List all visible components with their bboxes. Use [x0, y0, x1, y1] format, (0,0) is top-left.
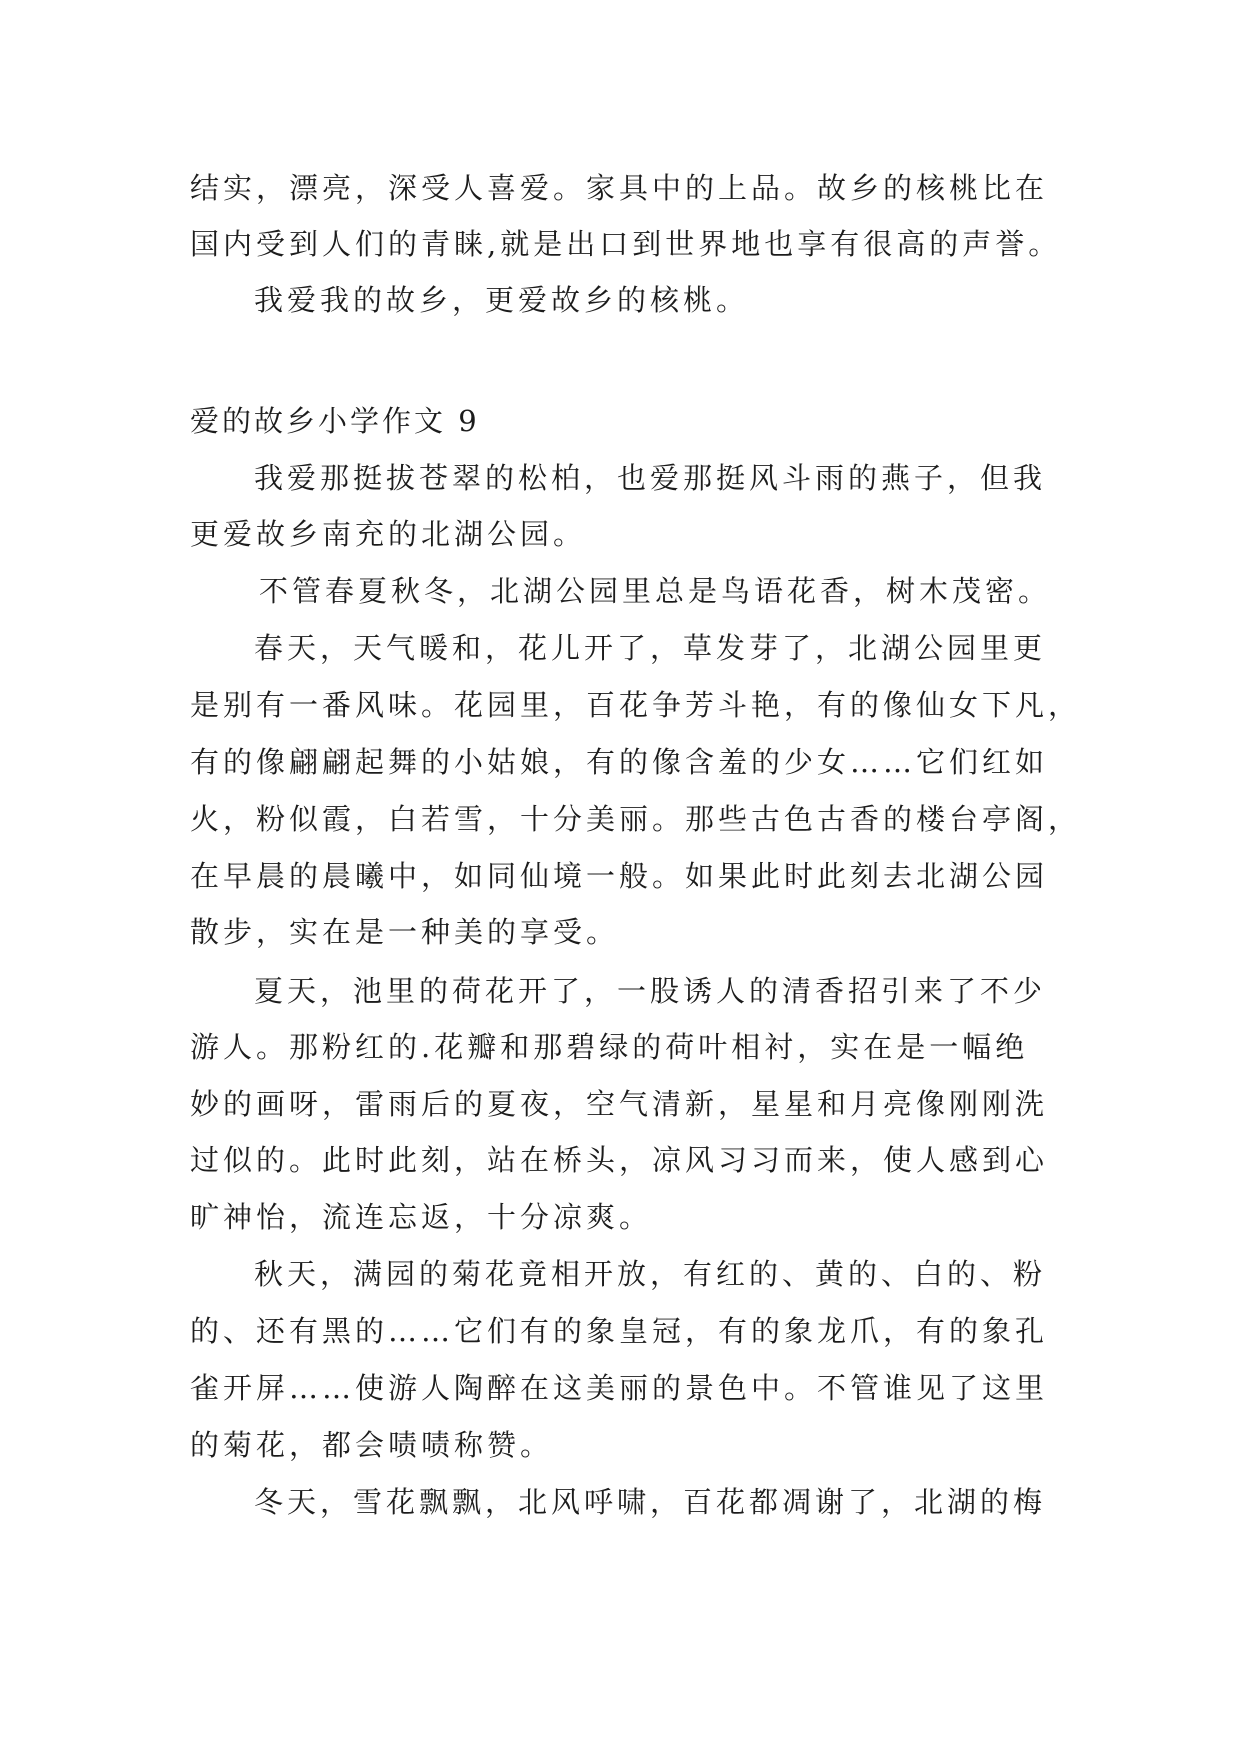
paragraph-line: 妙的画呀，雷雨后的夏夜，空气清新，星星和月亮像刚刚洗: [190, 1087, 1049, 1121]
paragraph-line: 冬天，雪花飘飘，北风呼啸，百花都凋谢了，北湖的梅: [254, 1485, 1047, 1519]
paragraph-line: 散步，实在是一种美的享受。: [190, 915, 620, 949]
paragraph-line: 旷神怡，流连忘返，十分凉爽。: [190, 1200, 653, 1234]
paragraph-line: 雀开屏……使游人陶醉在这美丽的景色中。不管谁见了这里: [190, 1371, 1049, 1405]
paragraph-line: 过似的。此时此刻，站在桥头，凉风习习而来，使人感到心: [190, 1143, 1049, 1177]
paragraph-line: 国内受到人们的青睐,就是出口到世界地也享有很高的声誉。: [190, 227, 1062, 261]
paragraph-line: 更爱故乡南充的北湖公园。: [190, 517, 587, 551]
paragraph-line: 火，粉似霞，白若雪，十分美丽。那些古色古香的楼台亭阁，: [190, 802, 1082, 836]
paragraph-line: 春天，天气暖和，花儿开了，草发芽了，北湖公园里更: [254, 631, 1047, 665]
paragraph-line: 游人。那粉红的.花瓣和那碧绿的荷叶相衬，实在是一幅绝: [190, 1030, 1029, 1064]
paragraph-line: 不管春夏秋冬，北湖公园里总是鸟语花香，树木茂密。: [259, 574, 1052, 608]
paragraph-line: 的菊花，都会啧啧称赞。: [190, 1428, 554, 1462]
paragraph-line: 结实，漂亮，深受人喜爱。家具中的上品。故乡的核桃比在: [190, 171, 1049, 205]
paragraph-line: 有的像翩翩起舞的小姑娘，有的像含羞的少女……它们红如: [190, 745, 1049, 779]
paragraph-line: 我爱那挺拔苍翠的松柏，也爱那挺风斗雨的燕子，但我: [254, 461, 1047, 495]
paragraph-line: 的、还有黑的……它们有的象皇冠，有的象龙爪，有的象孔: [190, 1314, 1049, 1348]
paragraph-line: 是别有一番风味。花园里，百花争芳斗艳，有的像仙女下凡，: [190, 688, 1082, 722]
paragraph-line: 秋天，满园的菊花竟相开放，有红的、黄的、白的、粉: [254, 1257, 1047, 1291]
paragraph-line: 在早晨的晨曦中，如同仙境一般。如果此时此刻去北湖公园: [190, 859, 1049, 893]
paragraph-line: 我爱我的故乡，更爱故乡的核桃。: [254, 283, 750, 317]
essay-title: 爱的故乡小学作文 9: [190, 404, 480, 438]
paragraph-line: 夏天，池里的荷花开了，一股诱人的清香招引来了不少: [254, 974, 1047, 1008]
